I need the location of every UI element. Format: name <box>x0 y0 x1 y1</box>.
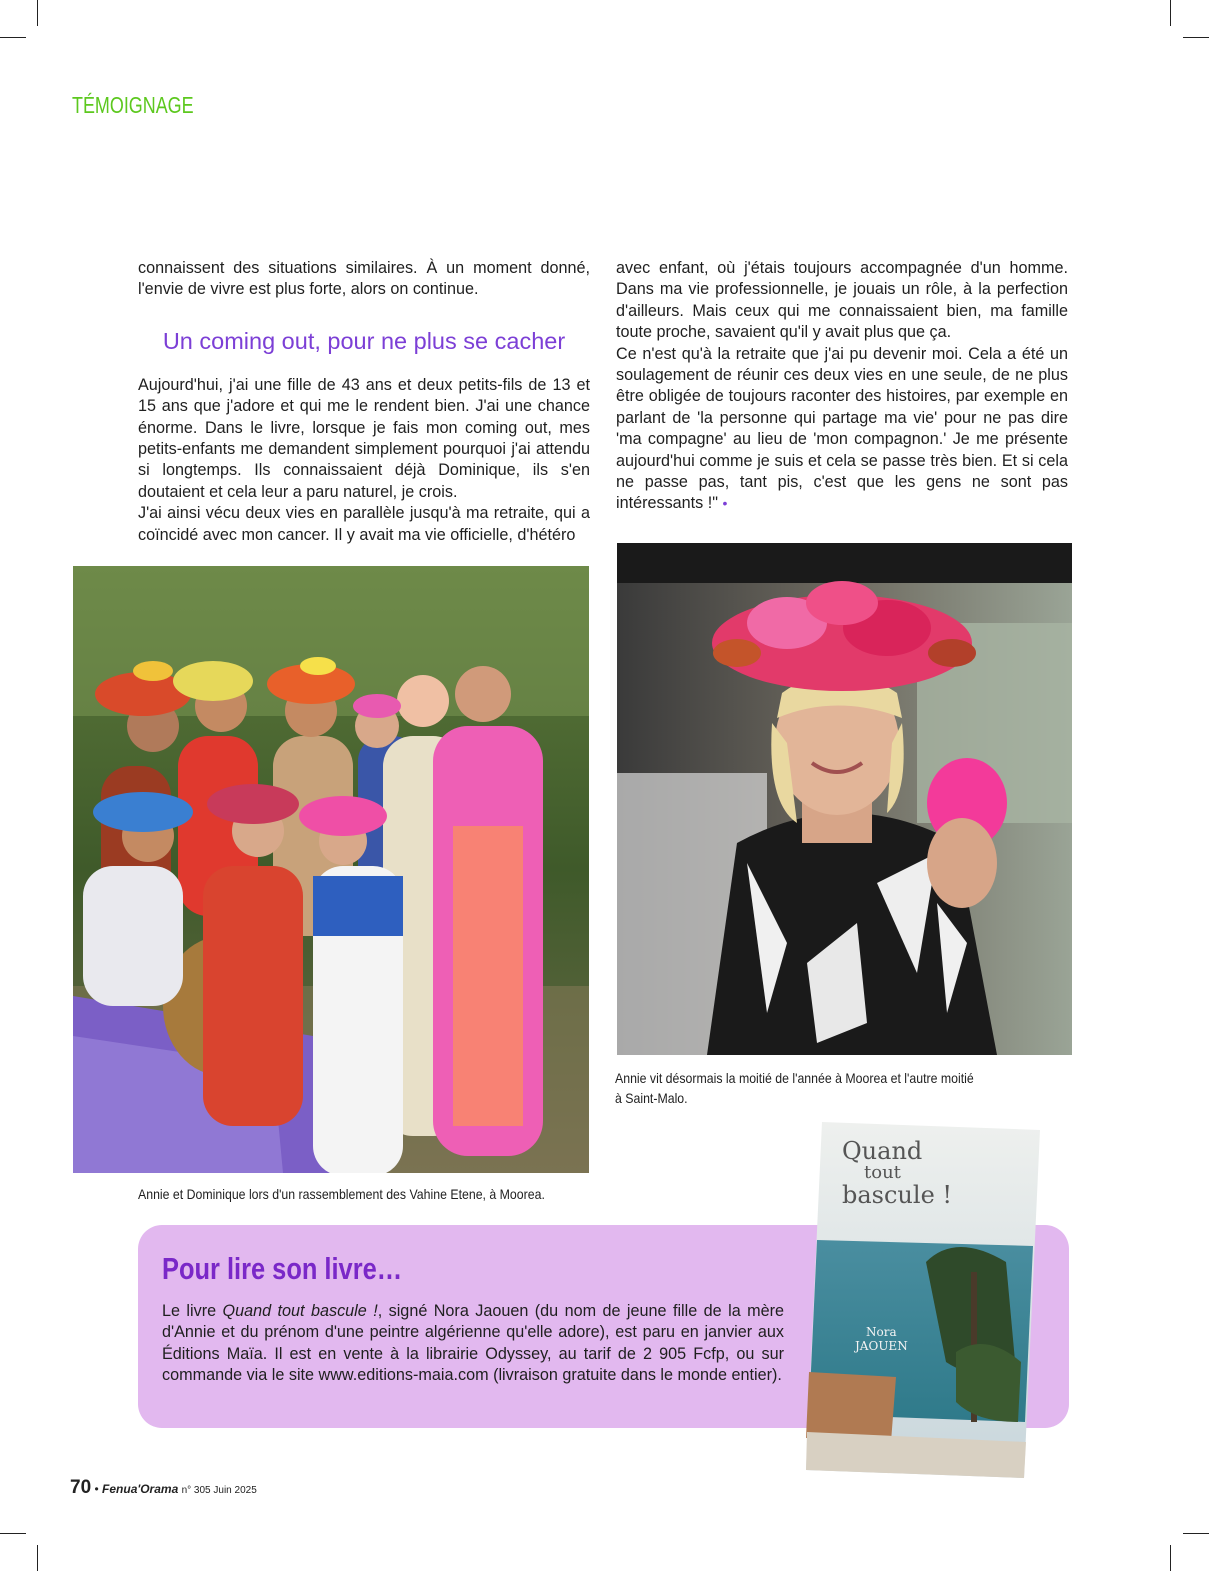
section-label: TÉMOIGNAGE <box>72 92 194 118</box>
crop-mark <box>37 1545 38 1571</box>
portrait-photo <box>617 543 1072 1055</box>
subheading: Un coming out, pour ne plus se cacher <box>162 327 566 354</box>
end-mark: • <box>722 495 728 512</box>
magazine-name: Fenua'Orama <box>102 1482 179 1496</box>
crop-mark <box>0 37 26 38</box>
book-cover-author <box>855 1325 908 1353</box>
group-photo-caption: Annie et Dominique lors d'un rassemblement des Vahine Etene, à Moorea. <box>138 1186 545 1202</box>
box-text-rest: , signé Nora Jaouen (du nom de jeune fille de la mère d'Annie et du prénom d'une peintre algérienne qu'elle adore), est paru en janvier aux Éditions Maïa. Il est en vente à la librairie Odyssey, au tarif de 2 905 Fcfp, ou sur commande via le site www.editions-maia.com (livraison gratuite dans le monde entier). <box>162 1302 784 1385</box>
footer-bullet: • <box>94 1482 99 1496</box>
book-title-line-3: bascule ! <box>842 1181 953 1209</box>
crop-mark <box>1170 1545 1171 1571</box>
portrait-caption-line-2: à Saint-Malo. <box>615 1090 688 1106</box>
issue-info: n° 305 Juin 2025 <box>181 1485 257 1496</box>
crop-mark <box>37 0 38 26</box>
book-title-italic: Quand tout bascule ! <box>222 1302 378 1320</box>
left-paragraph-2: Aujourd'hui, j'ai une fille de 43 ans et deux petits-fils de 13 et 15 ans que j'adore et qui me le rendent bien. J'ai une chance énorme. Dans le livre, lorsque je fais mon coming out, mes petits-enfants me demandent simplement pourquoi j'ai attendu si longtemps. Ils connaissaient déjà Dominique, ils s'en doutaient et cela leur a paru naturel, je crois. <box>138 375 590 501</box>
book-cover-title <box>842 1137 953 1209</box>
left-column <box>138 258 590 546</box>
portrait-photo-caption <box>615 1068 974 1108</box>
group-photo <box>73 566 589 1173</box>
box-text-start: Le livre <box>162 1302 223 1320</box>
book-author-line-1: Nora <box>866 1325 897 1339</box>
right-column <box>616 258 1068 515</box>
crop-mark <box>1170 0 1171 26</box>
page-number: 70 <box>70 1477 92 1498</box>
crop-mark <box>1183 37 1209 38</box>
box-title: Pour lire son livre… <box>162 1251 403 1286</box>
right-paragraph-1: avec enfant, où j'étais toujours accompagnée d'un homme. Dans ma vie professionnelle, je jouais un rôle, à la perfection d'ailleurs. Mais ceux qui me connaissaient bien, ma famille toute proche, savaient qu'il y avait plus que ça. <box>616 259 1068 342</box>
portrait-caption-line-1: Annie vit désormais la moitié de l'année à Moorea et l'autre moitié <box>615 1070 974 1086</box>
left-paragraph-1: connaissent des situations similaires. À un moment donné, l'envie de vivre est plus forte, alors on continue. <box>138 259 590 299</box>
book-title-line-1: Quand <box>842 1137 923 1165</box>
right-paragraph-2 <box>616 344 1068 515</box>
box-text <box>162 1301 784 1387</box>
left-paragraph-3: J'ai ainsi vécu deux vies en parallèle jusqu'à ma retraite, qui a coïncidé avec mon cancer. Il y avait ma vie officielle, d'hétéro <box>138 504 590 544</box>
crop-mark <box>1183 1533 1209 1534</box>
page-footer <box>70 1477 257 1499</box>
right-paragraph-2-text: Ce n'est qu'à la retraite que j'ai pu devenir moi. Cela a été un soulagement de réunir ces deux vies en une seule, de ne plus être obligée de toujours raconter des histoires, par exemple en parlant de 'la personne qui partage ma vie' pour ne pas dire 'ma compagne' au lieu de 'mon compagnon.' Je me présente aujourd'hui comme je suis et cela se passe très bien. Et si cela ne passe pas, tant pis, c'est que les gens ne sont pas intéressants !" <box>616 344 1068 513</box>
book-title-line-2: tout <box>864 1162 901 1183</box>
book-author-line-2: JAOUEN <box>855 1339 908 1353</box>
crop-mark <box>0 1533 26 1534</box>
